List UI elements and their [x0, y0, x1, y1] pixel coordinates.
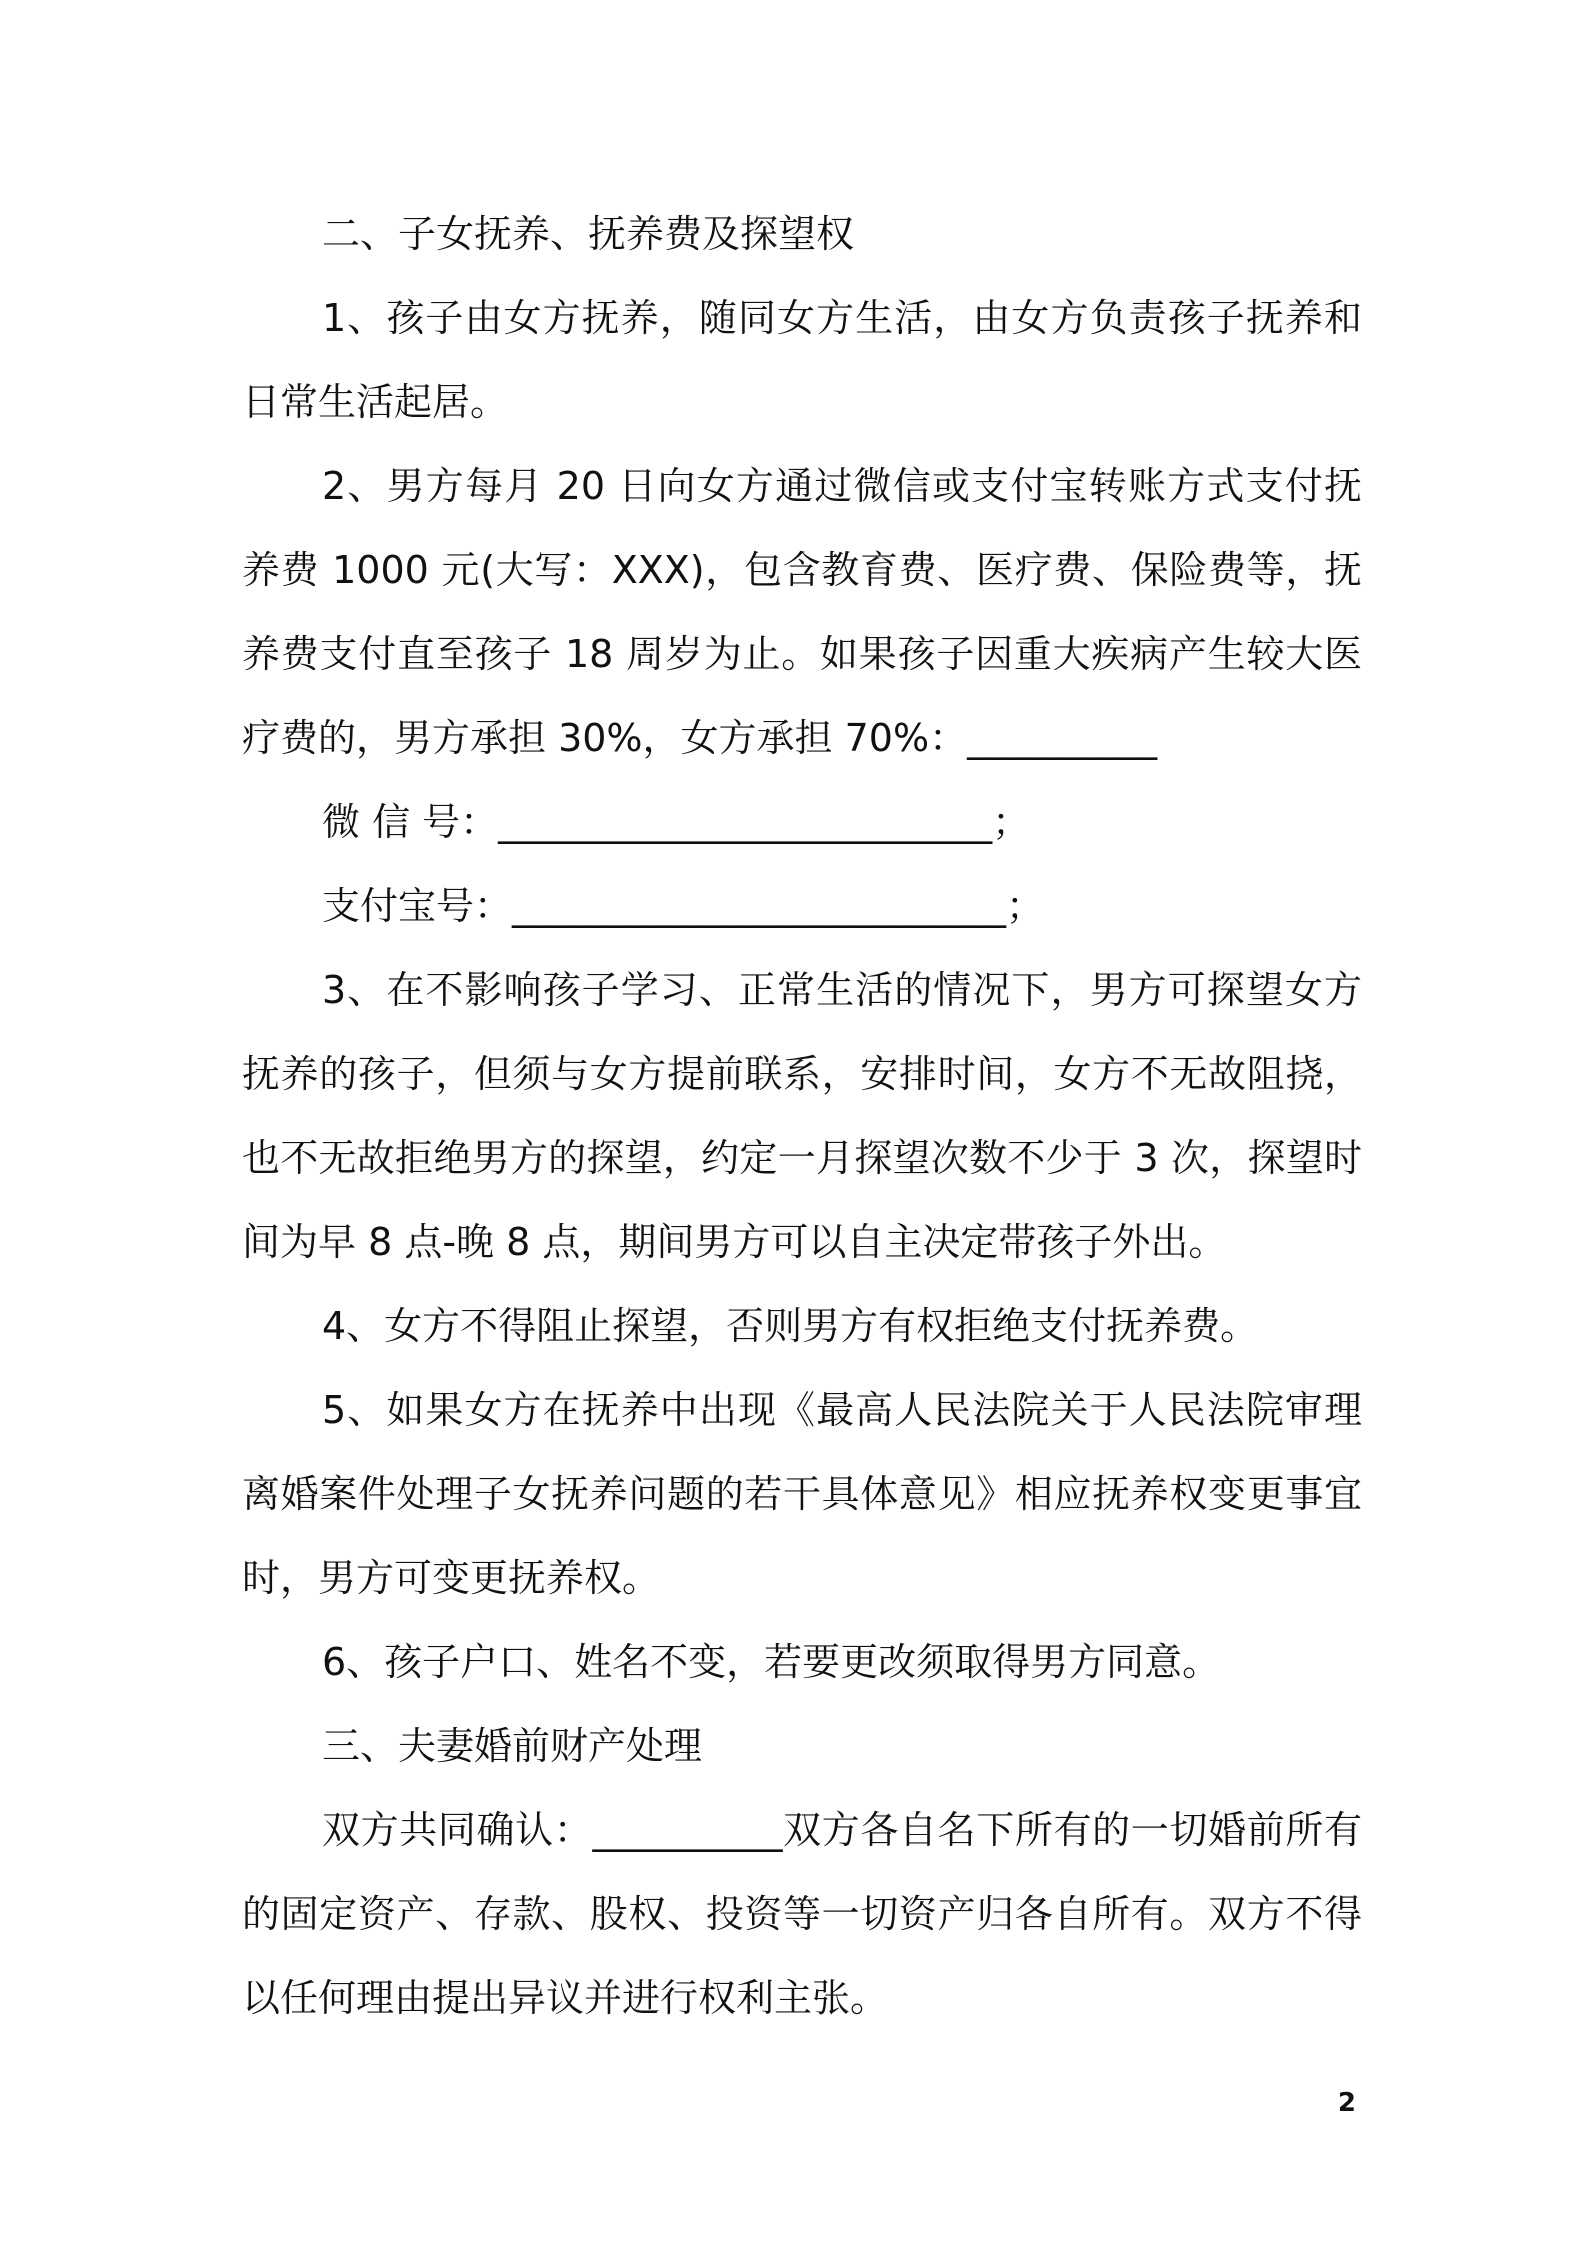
- paragraph-property-confirmation: 双方共同确认：__________双方各自名下所有的一切婚前所有的固定资产、存款、股权、投资等一切资产归各自所有。双方不得以任何理由提出异议并进行权利主张。: [242, 1808, 1362, 2020]
- paragraph-clause-1: 1、孩子由女方抚养，随同女方生活，由女方负责孩子抚养和日常生活起居。: [242, 296, 1362, 424]
- paragraph-clause-5: 5、如果女方在抚养中出现《最高人民法院关于人民法院审理离婚案件处理子女抚养问题的若干具体意见》相应抚养权变更事宜时，男方可变更抚养权。: [242, 1388, 1362, 1600]
- section-heading-premarital-property: 三、夫妻婚前财产处理: [322, 1724, 703, 1768]
- section-heading-child-custody: 二、子女抚养、抚养费及探望权: [322, 212, 855, 256]
- document-body: [242, 192, 1362, 2040]
- page-number: 2: [1337, 2088, 1356, 2118]
- alipay-id-field: 支付宝号：__________________________；: [322, 884, 1045, 928]
- paragraph-clause-2: 2、男方每月 20 日向女方通过微信或支付宝转账方式支付抚养费 1000 元(大写：XXX)，包含教育费、医疗费、保险费等，抚养费支付直至孩子 18 周岁为止。如果孩子因重大疾病产生较大医疗费的，男方承担 30%，女方承担 70%：__________: [242, 464, 1362, 760]
- paragraph-clause-3: 3、在不影响孩子学习、正常生活的情况下，男方可探望女方抚养的孩子，但须与女方提前联系，安排时间，女方不无故阻挠，也不无故拒绝男方的探望，约定一月探望次数不少于 3 次，探望时间为早 8 点-晚 8 点，期间男方可以自主决定带孩子外出。: [242, 968, 1362, 1264]
- wechat-id-field: 微 信 号：__________________________；: [322, 800, 1031, 844]
- paragraph-clause-4: 4、女方不得阻止探望，否则男方有权拒绝支付抚养费。: [322, 1304, 1259, 1348]
- paragraph-clause-6: 6、孩子户口、姓名不变，若要更改须取得男方同意。: [322, 1640, 1221, 1684]
